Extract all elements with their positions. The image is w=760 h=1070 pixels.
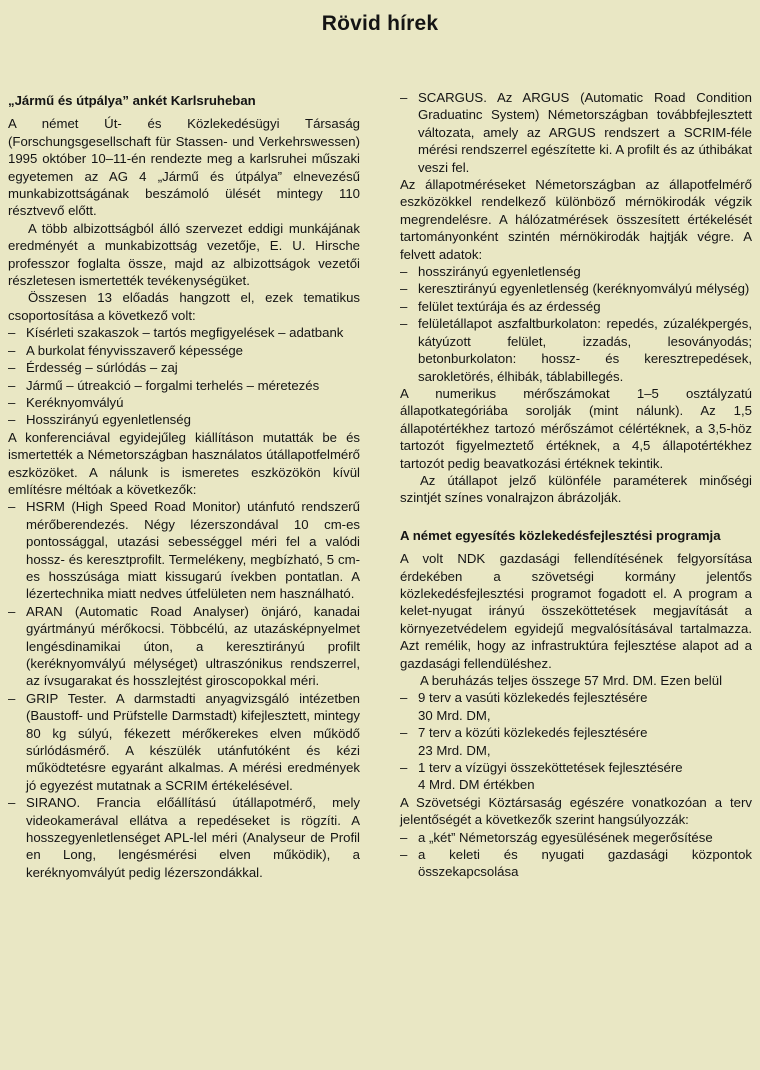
list-item: – Kísérleti szakaszok – tartós megfigyelések – adatbank	[8, 325, 344, 341]
list-item: – hosszirányú egyenletlenség	[400, 264, 581, 280]
paragraph: Az útállapot jelző különféle paraméterek minőségi szintjét színes vonalrajzon ábrázolják.	[400, 472, 752, 506]
paragraph: A numerikus mérőszámokat 1–5 osztályzatú állapotkategóriába sorolják (mint nálunk). Az 1,5 állapotértékhez tartozó mérőszámot célértéknek, a 3,5-höz tartozót figyelmeztető értéknek, a 4,5 állapotértékhez tartozót pedig beavatkozási értéknek tekintik.	[400, 385, 752, 471]
budget-amount: 23 Mrd. DM,	[418, 742, 491, 758]
list-item: – SIRANO. Francia előállítású útállapotmérő, mely videokamerával ellátva a repedéseket is rögzíti. A hosszegyenletlenséget APL-lel méri (Analyseur de Profil en Long, lengésmérési elven működik), a keréknyomvályút pedig lézerszondákkal.	[8, 795, 360, 880]
page-title: Rövid hírek	[321, 12, 439, 35]
paragraph: A beruházás teljes összege 57 Mrd. DM. Ezen belül	[420, 673, 723, 688]
list-item: – 9 terv a vasúti közlekedés fejlesztésére	[400, 690, 648, 706]
section-heading: A német egyesítés közlekedésfejlesztési programja	[400, 527, 721, 543]
budget-amount: 4 Mrd. DM értékben	[418, 777, 535, 793]
paragraph: A Szövetségi Köztársaság egészére vonatkozóan a terv jelentőségét a következők szerint hangsúlyozzák:	[400, 794, 752, 828]
list-item: – 1 terv a vízügyi összeköttetések fejlesztésére	[400, 760, 683, 776]
list-item: – A burkolat fényvisszaverő képessége	[8, 342, 243, 358]
list-item: – Érdesség – súrlódás – zaj	[8, 360, 178, 376]
list-item: – felület textúrája és az érdesség	[400, 298, 601, 314]
list-item: – Hosszirányú egyenletlenség	[8, 412, 191, 428]
list-item: – GRIP Tester. A darmstadti anyagvizsgáló intézetben (Baustoff- und Prüfstelle Darmstadt) kifejlesztett, mintegy 80 kg súlyú, fékezett mérőkerekes elven működő súrlódásmérő. A készülék utánfutóként és kézi működtetésre egyaránt alkalmas. A mérési eredmények jó egyezést mutatnak a SCRIM értékelésével.	[8, 690, 360, 793]
list-item: – SCARGUS. Az ARGUS (Automatic Road Condition Graduatinc System) Németországban továbbfejlesztett változata, amely az ARGUS rendszert a SCRIM-féle mérési rendszerrel egészítette ki. A profilt és az úthibákat veszi fel.	[400, 90, 752, 175]
list-item: – a „két” Németország egyesülésének megerősítése	[400, 829, 713, 845]
paragraph: Összesen 13 előadás hangzott el, ezek tematikus csoportosítása a következő volt:	[8, 290, 360, 323]
list-item: – 7 terv a közúti közlekedés fejlesztésére	[400, 725, 648, 741]
budget-amount: 30 Mrd. DM,	[418, 707, 491, 723]
paragraph: A több albizottságból álló szervezet eddigi munkájának eredményét a munkabizottság vezetője, E. U. Hirsche professzor foglalta össze, majd az albizottságok vezetői részletesen ismertették tevékenységüket.	[8, 220, 360, 289]
list-item: – a keleti és nyugati gazdasági központok összekapcsolása	[400, 847, 752, 880]
left-column	[8, 88, 360, 881]
paragraph: A volt NDK gazdasági fellendítésének felgyorsítása érdekében a szövetségi kormány jelentős közlekedésfejlesztési programot fogadott el. A program a kelet-nyugat irányú összeköttetések megjavítását a környezetvédelem egyidejű megvalósításával tartalmazza. Azt remélik, hogy az infrastruktúra fejlesztése alapot ad a gazdasági fellendüléshez.	[400, 551, 752, 671]
list-item: – felületállapot aszfaltburkolaton: repedés, zúzalékpergés, kátyúzott felület, izzadás, lesoványodás; betonburkolaton: hossz- és keresztrepedések, sarokletörés, élhibák, táblabillegés.	[400, 316, 752, 384]
article-heading: „Jármű és útpálya” ankét Karlsruheban	[8, 93, 256, 108]
paragraph: A német Út- és Közlekedésügyi Társaság (Forschungsgesellschaft für Stassen- und Verkehrswessen) 1995 október 10–11-én rendezte meg a karlsruhei műszaki egyetemen az AG 4 „Jármű és útpálya” elnevezésű munkabizottságának beszámoló ülését mintegy 110 résztvevő előtt.	[8, 116, 360, 219]
paragraph: A konferenciával egyidejűleg kiállításon mutatták be és ismertették a Németországban használatos útállapotfelmérő eszközöket. A nálunk is ismeretes eszközökön kívül említésre méltóak a következők:	[8, 429, 360, 497]
spacer	[400, 507, 752, 523]
list-item: – ARAN (Automatic Road Analyser) önjáró, kanadai gyártmányú mérőkocsi. Többcélú, az utazásképnyelmet lengésdinamikai úton, a keresztirányú profilt (keréknyomvályú mélységet) ultraszónikus rendszerrel, az ívsugarakat és hosszlejtést giroscopokkal méri.	[8, 603, 360, 689]
list-item: – Keréknyomvályú	[8, 394, 124, 410]
right-column	[400, 89, 752, 881]
list-item: – Jármű – útreakció – forgalmi terhelés – méretezés	[8, 377, 320, 393]
list-item: – keresztirányú egyenletlenség (keréknyomvályú mélység)	[400, 281, 750, 297]
list-item: – HSRM (High Speed Road Monitor) utánfutó rendszerű mérőberendezés. Négy lézerszondával 10 cm-es pontossággal, utazási sebességgel méri fel a valódi hossz- és keresztprofilt. Termelékeny, megbízható, 5 cm-es hosszúsága miatt kissugarú ívekben pontatlan. A lézertechnika miatt nedves útfelületen nem használható.	[8, 499, 360, 602]
paragraph: Az állapotméréseket Németországban az állapotfelmérő eszközökkel rendelkező különböző mérnökirodák végzik megrendelésre. A hálózatmérések összesített értékelését tartományonként szintén mérnökirodák hajtják végre. A felvett adatok:	[400, 177, 752, 262]
